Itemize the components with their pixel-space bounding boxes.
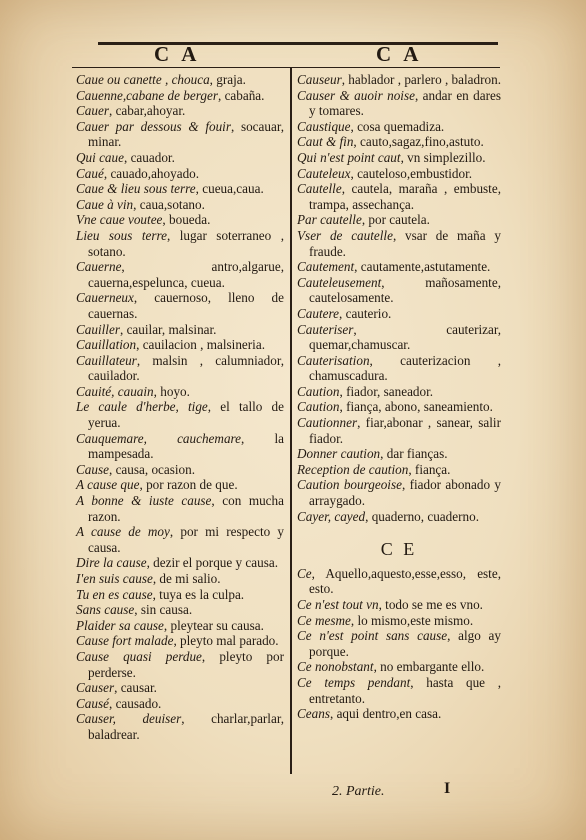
dictionary-entry	[297, 446, 501, 462]
entry-definition: , fiar,abonar , sanear, salir fiador.	[309, 415, 501, 446]
dictionary-entry	[76, 524, 284, 555]
left-column	[76, 72, 284, 743]
entry-definition: , cauernoso, lleno de cauernas.	[88, 290, 284, 321]
dictionary-entry	[76, 384, 284, 400]
dictionary-entry	[297, 659, 501, 675]
entry-definition: , boueda.	[162, 212, 211, 228]
entry-headword: Sans cause	[76, 602, 135, 618]
entry-definition: , cosa quemadiza.	[350, 118, 445, 134]
entry-definition: , cauterizacion , chamuscadura.	[309, 352, 501, 384]
entry-headword: Caut & fin	[297, 134, 354, 150]
entry-headword: Le caule d'herbe, tige	[76, 399, 208, 415]
entry-definition: , fiador abonado y arraygado.	[309, 477, 501, 509]
entry-definition: , causado.	[108, 695, 162, 711]
entry-headword: Causer & auoir noise	[297, 87, 415, 103]
entry-headword: Caution	[297, 383, 340, 399]
dictionary-entry	[76, 103, 284, 119]
entry-definition: , cabaña.	[217, 87, 265, 103]
entry-headword: I'en suis cause	[76, 571, 153, 586]
entry-definition: , pleytear su causa.	[163, 617, 264, 633]
entry-definition: , fiança, abono, saneamiento.	[339, 399, 493, 415]
entry-definition: , el tallo de yerua.	[88, 399, 284, 431]
entry-headword: Par cautelle	[297, 212, 362, 228]
entry-headword: Cautionner	[297, 415, 358, 431]
entry-definition: , charlar,parlar, baladrear.	[88, 711, 284, 742]
entry-headword: A bonne & iuste cause	[76, 493, 212, 509]
entry-definition: , hablador , parlero , baladron.	[341, 72, 501, 87]
entry-definition: , fiança.	[408, 461, 451, 477]
dictionary-entry	[76, 587, 284, 603]
dictionary-entry	[76, 399, 284, 430]
entry-headword: Cause quasi perdue	[76, 648, 202, 664]
dictionary-entry	[76, 711, 284, 742]
dictionary-entry	[76, 259, 284, 290]
dictionary-entry	[76, 431, 284, 462]
header-rule	[72, 67, 500, 68]
entry-definition: , por mi respecto y causa.	[88, 524, 285, 555]
dictionary-entry	[297, 353, 501, 384]
entry-definition: , cauteloso,embustidor.	[350, 165, 473, 181]
entry-headword: Cauer par dessous & fouir	[76, 118, 231, 134]
entry-definition: , cueua,caua.	[195, 181, 264, 197]
entry-definition: , todo se me es vno.	[378, 597, 483, 612]
dictionary-entry	[297, 322, 501, 353]
entry-definition: , andar en dares y tomares.	[309, 87, 501, 119]
dictionary-entry	[297, 706, 501, 722]
entry-definition: , algo ay porque.	[309, 628, 501, 659]
entry-headword: Caue & lieu sous terre	[76, 181, 196, 197]
dictionary-entry	[297, 399, 501, 415]
dictionary-entry	[297, 509, 501, 525]
running-head	[72, 44, 500, 66]
entry-definition: , cauilar, malsinar.	[119, 321, 217, 337]
dictionary-entry	[297, 134, 501, 150]
entry-definition: , pleyto mal parado.	[173, 633, 279, 649]
dictionary-entry	[297, 306, 501, 322]
dictionary-entry	[76, 290, 284, 321]
entry-definition: , con mucha razon.	[88, 493, 284, 524]
entry-definition: , hasta que , entretanto.	[309, 674, 501, 706]
entry-headword: Cauerneux	[76, 290, 134, 306]
section-heading-ce: C E	[380, 539, 418, 560]
dictionary-entry	[76, 462, 284, 478]
entry-headword: Reception de caution	[297, 461, 409, 477]
entry-headword: Plaider sa cause	[76, 617, 164, 633]
dictionary-entry	[76, 353, 284, 384]
entry-definition: , graja.	[209, 72, 246, 87]
entry-definition: , fiador, saneador.	[339, 383, 434, 399]
dictionary-entry	[76, 618, 284, 634]
right-column-entries-ce	[297, 566, 501, 722]
entry-definition: , lugar soterraneo , sotano.	[88, 227, 284, 259]
dictionary-entry	[297, 166, 501, 182]
dictionary-entry	[76, 150, 284, 166]
dictionary-entry	[76, 337, 284, 353]
entry-headword: Causer, deuiser	[76, 711, 182, 727]
dictionary-entry	[297, 628, 501, 659]
signature-mark: I	[444, 780, 451, 797]
column-divider	[290, 68, 292, 774]
entry-definition: , pleyto por perderse.	[88, 648, 284, 680]
dictionary-entry	[297, 72, 501, 88]
entry-headword: Ce temps pendant	[297, 674, 411, 690]
entry-headword: Qui caue	[76, 149, 124, 165]
dictionary-entry	[297, 462, 501, 478]
entry-headword: Cauquemare, cauchemare	[76, 430, 242, 446]
entry-headword: Cautement	[297, 259, 355, 275]
dictionary-entry	[76, 197, 284, 213]
dictionary-entry	[76, 212, 284, 228]
dictionary-entry	[76, 181, 284, 197]
entry-definition: , quaderno, cuaderno.	[365, 508, 479, 524]
entry-headword: Cayer, cayed	[297, 508, 366, 524]
entry-definition: , cauilacion , malsineria.	[136, 337, 265, 353]
entry-definition: , no embargante ello.	[373, 659, 485, 675]
entry-definition: , caua,sotano.	[133, 196, 205, 212]
dictionary-entry	[76, 477, 284, 493]
entry-headword: Lieu sous terre	[76, 227, 167, 243]
entry-headword: Cauité, cauain	[76, 383, 154, 399]
dictionary-entry	[76, 322, 284, 338]
entry-headword: Caution	[297, 399, 340, 415]
entry-headword: Ce mesme	[297, 612, 351, 628]
entry-definition: , antro,algarue, cauerna,espelunca, cueua.	[88, 259, 284, 290]
dictionary-entry	[76, 119, 284, 150]
entry-definition: , Aquello,aquesto,esse,esso, este, esto.	[309, 565, 501, 597]
dictionary-entry	[297, 384, 501, 400]
dictionary-entry	[76, 72, 284, 88]
running-head-right: C A	[376, 42, 423, 66]
entry-definition: , lo mismo,este mismo.	[350, 612, 474, 628]
dictionary-entry	[297, 212, 501, 228]
entry-definition: , causar.	[114, 680, 157, 696]
dictionary-entry	[76, 493, 284, 524]
dictionary-entry	[76, 166, 284, 182]
entry-definition: , cautamente,astutamente.	[354, 259, 491, 275]
dictionary-entry	[297, 259, 501, 275]
dictionary-entry	[297, 275, 501, 306]
dictionary-entry	[297, 181, 501, 212]
right-column-entries-ca	[297, 72, 501, 524]
entry-definition: , por razon de que.	[139, 477, 238, 493]
entry-headword: Cauerne	[76, 259, 122, 275]
right-column	[297, 72, 501, 722]
entry-definition: , dar fianças.	[380, 446, 448, 462]
dictionary-entry	[76, 88, 284, 104]
entry-headword: Cautelle	[297, 181, 342, 197]
dictionary-entry	[297, 675, 501, 706]
dictionary-entry	[76, 571, 284, 587]
entry-headword: Caution bourgeoise	[297, 477, 402, 493]
dictionary-entry	[297, 119, 501, 135]
dictionary-entry	[297, 150, 501, 166]
dictionary-entry	[297, 566, 501, 597]
entry-definition: , sin causa.	[134, 602, 193, 618]
entry-definition: , por cautela.	[361, 212, 430, 228]
entry-headword: Cauteleusement	[297, 274, 382, 290]
entry-definition: , tuya es la culpa.	[152, 586, 245, 602]
entry-headword: Cauer	[76, 103, 109, 119]
dictionary-entry	[76, 680, 284, 696]
entry-definition: , cauterio.	[339, 305, 392, 321]
entry-headword: Causeur	[297, 72, 342, 87]
dictionary-entry	[76, 633, 284, 649]
entry-definition: , hoyo.	[153, 383, 190, 399]
entry-headword: Cauteleux	[297, 165, 351, 181]
dictionary-entry	[76, 649, 284, 680]
entry-definition: , vn simplezillo.	[400, 149, 486, 165]
entry-headword: Caue à vin	[76, 196, 134, 212]
entry-headword: Vser de cautelle	[297, 227, 393, 243]
signature-text: 2. Partie.	[332, 784, 385, 799]
entry-definition: , mañosamente, cautelosamente.	[309, 274, 501, 306]
entry-headword: Ce n'est tout vn	[297, 597, 379, 612]
entry-headword: Vne caue voutee	[76, 212, 163, 228]
entry-headword: Cautere	[297, 305, 339, 321]
entry-headword: Cauillateur	[76, 352, 137, 368]
entry-headword: Caustique	[297, 118, 351, 134]
dictionary-entry	[76, 228, 284, 259]
entry-headword: Cauteriser	[297, 321, 354, 337]
entry-definition: , cauterizar, quemar,chamuscar.	[309, 321, 501, 353]
entry-headword: Cauterisation	[297, 352, 370, 368]
dictionary-entry	[297, 613, 501, 629]
entry-headword: Caue ou canette , chouca	[76, 72, 210, 87]
entry-headword: Causé	[76, 695, 109, 711]
entry-headword: A cause de moy	[76, 524, 170, 540]
entry-headword: Dire la cause	[76, 555, 147, 571]
entry-headword: Cauiller	[76, 321, 120, 337]
entry-definition: , cauto,sagaz,fino,astuto.	[353, 134, 484, 150]
entry-headword: Caué	[76, 165, 104, 181]
entry-headword: Tu en es cause	[76, 586, 153, 602]
entry-definition: , cauador.	[123, 149, 175, 165]
entry-definition: , socauar, minar.	[88, 118, 284, 150]
entry-headword: Cause fort malade	[76, 633, 174, 649]
entry-headword: Cauillation	[76, 337, 137, 353]
entry-headword: Cauenne,cabane de berger	[76, 87, 218, 103]
entry-definition: , vsar de maña y fraude.	[309, 227, 501, 259]
entry-definition: , malsin , calumniador, cauilador.	[88, 352, 284, 384]
entry-headword: Ce nonobstant	[297, 659, 374, 675]
entry-headword: A cause que	[76, 477, 140, 493]
dictionary-entry	[297, 88, 501, 119]
entry-headword: Ce n'est point sans cause	[297, 628, 448, 644]
dictionary-entry	[76, 555, 284, 571]
entry-definition: , aqui dentro,en casa.	[329, 706, 442, 722]
entry-definition: , cauado,ahoyado.	[103, 165, 200, 181]
entry-definition: , la mampesada.	[88, 430, 284, 462]
dictionary-entry	[76, 602, 284, 618]
dictionary-entry	[297, 228, 501, 259]
entry-headword: Cause	[76, 461, 109, 477]
entry-headword: Ceans	[297, 706, 330, 722]
entry-headword: Ce	[297, 565, 312, 581]
dictionary-entry	[297, 477, 501, 508]
entry-definition: , cautela, maraña , embuste, trampa, assechança.	[309, 181, 501, 212]
running-head-left: C A	[154, 42, 201, 66]
entry-headword: Causer	[76, 680, 115, 696]
dictionary-entry	[297, 415, 501, 446]
entry-definition: , cabar,ahoyar.	[108, 103, 186, 119]
entry-definition: , dezir el porque y causa.	[146, 555, 279, 571]
entry-headword: Qui n'est point caut	[297, 149, 401, 165]
entry-headword: Donner caution	[297, 446, 381, 462]
dictionary-entry	[297, 597, 501, 613]
dictionary-entry	[76, 696, 284, 712]
entry-definition: , de mi salio.	[152, 571, 221, 586]
entry-definition: , causa, ocasion.	[108, 461, 196, 477]
